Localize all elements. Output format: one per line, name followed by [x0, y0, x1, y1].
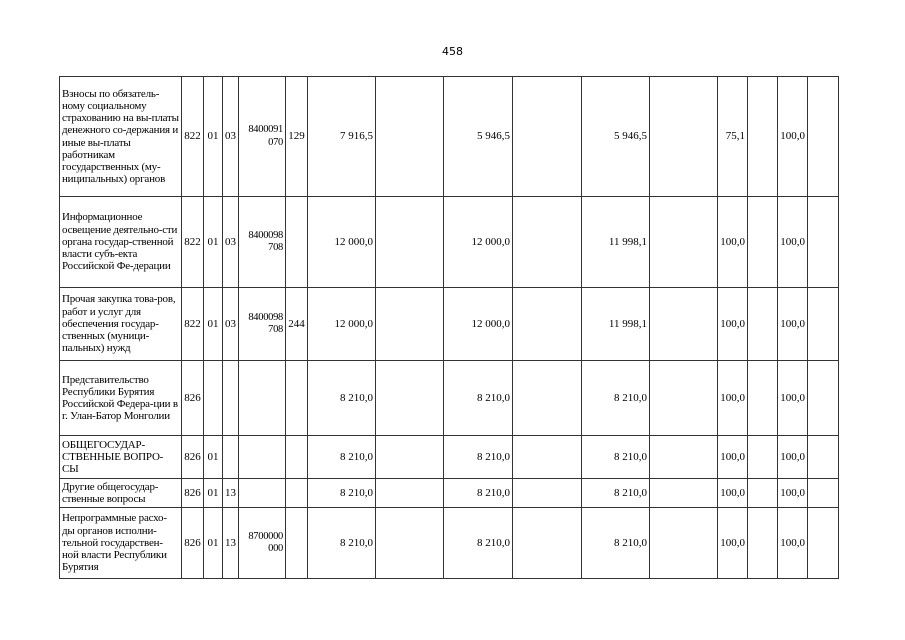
- empty-cell: [808, 361, 839, 436]
- empty-cell: [808, 197, 839, 288]
- empty-cell: [376, 361, 444, 436]
- refined-plan-value: 12 000,0: [444, 197, 513, 288]
- target-article: [239, 197, 286, 288]
- refined-plan-value: 8 210,0: [444, 508, 513, 579]
- empty-cell: [748, 436, 778, 479]
- empty-cell: [650, 508, 718, 579]
- target-article: [239, 288, 286, 361]
- percent-of-refined-plan: 100,0: [778, 436, 808, 479]
- table-row: [60, 508, 839, 579]
- subsection-code: 13: [223, 479, 239, 508]
- budget-table: [59, 76, 839, 579]
- target-article: [239, 436, 286, 479]
- empty-cell: [513, 288, 582, 361]
- refined-plan-value: 5 946,5: [444, 77, 513, 197]
- empty-cell: [376, 436, 444, 479]
- expense-type-code: [286, 436, 308, 479]
- empty-cell: [748, 288, 778, 361]
- subsection-code: [223, 361, 239, 436]
- expense-name: Непрограммные расхо-ды органов исполни-тельной государствен-ной власти Республики Бурятия: [60, 508, 182, 579]
- table-row: [60, 479, 839, 508]
- plan-value: 8 210,0: [308, 361, 376, 436]
- expense-name: Другие общегосудар-ственные вопросы: [60, 479, 182, 508]
- ministry-code: 826: [182, 361, 204, 436]
- expense-name: Представительство Республики Бурятия Российской Федера-ции в г. Улан-Батор Монголии: [60, 361, 182, 436]
- percent-of-plan: 75,1: [718, 77, 748, 197]
- target-article: [239, 77, 286, 197]
- plan-value: 7 916,5: [308, 77, 376, 197]
- target-article: [239, 479, 286, 508]
- section-code: 01: [204, 197, 223, 288]
- executed-value: 11 998,1: [582, 197, 650, 288]
- expense-type-code: [286, 479, 308, 508]
- expense-type-code: 244: [286, 288, 308, 361]
- empty-cell: [808, 77, 839, 197]
- ministry-code: 826: [182, 436, 204, 479]
- expense-name: Взносы по обязатель-ному социальному страхованию на вы-платы денежного со-держания и иные вы-платы работникам государственных (му-ниципальных) органов: [60, 77, 182, 197]
- empty-cell: [513, 77, 582, 197]
- empty-cell: [513, 508, 582, 579]
- percent-of-plan: 100,0: [718, 197, 748, 288]
- expense-name: ОБЩЕГОСУДАР-СТВЕННЫЕ ВОПРО-СЫ: [60, 436, 182, 479]
- empty-cell: [748, 479, 778, 508]
- plan-value: 8 210,0: [308, 436, 376, 479]
- empty-cell: [650, 197, 718, 288]
- empty-cell: [808, 479, 839, 508]
- percent-of-refined-plan: 100,0: [778, 77, 808, 197]
- table-row: [60, 361, 839, 436]
- expense-type-code: 129: [286, 77, 308, 197]
- empty-cell: [376, 288, 444, 361]
- empty-cell: [808, 508, 839, 579]
- expense-name: Прочая закупка това-ров, работ и услуг для обеспечения государ-ственных (муници-пальных) нужд: [60, 288, 182, 361]
- empty-cell: [808, 288, 839, 361]
- expense-name: Информационное освещение деятельно-сти органа государ-ственной власти субъ-екта Российской Фе-дерации: [60, 197, 182, 288]
- empty-cell: [650, 288, 718, 361]
- percent-of-plan: 100,0: [718, 361, 748, 436]
- refined-plan-value: 8 210,0: [444, 436, 513, 479]
- ministry-code: 826: [182, 479, 204, 508]
- executed-value: 11 998,1: [582, 288, 650, 361]
- plan-value: 12 000,0: [308, 197, 376, 288]
- plan-value: 8 210,0: [308, 508, 376, 579]
- subsection-code: 03: [223, 197, 239, 288]
- executed-value: 5 946,5: [582, 77, 650, 197]
- target-article-bottom: 000: [268, 543, 283, 554]
- executed-value: 8 210,0: [582, 508, 650, 579]
- percent-of-plan: 100,0: [718, 508, 748, 579]
- percent-of-refined-plan: 100,0: [778, 361, 808, 436]
- table-row: [60, 288, 839, 361]
- target-article-bottom: 708: [268, 324, 283, 335]
- target-article-top: 8700000: [248, 530, 283, 542]
- expense-type-code: [286, 197, 308, 288]
- empty-cell: [376, 479, 444, 508]
- empty-cell: [748, 77, 778, 197]
- empty-cell: [748, 361, 778, 436]
- expense-type-code: [286, 361, 308, 436]
- empty-cell: [650, 479, 718, 508]
- empty-cell: [376, 197, 444, 288]
- percent-of-refined-plan: 100,0: [778, 508, 808, 579]
- refined-plan-value: 8 210,0: [444, 479, 513, 508]
- empty-cell: [650, 436, 718, 479]
- percent-of-plan: 100,0: [718, 288, 748, 361]
- expense-type-code: [286, 508, 308, 579]
- empty-cell: [513, 361, 582, 436]
- empty-cell: [748, 197, 778, 288]
- subsection-code: 03: [223, 77, 239, 197]
- target-article-top: 8400098: [248, 311, 283, 323]
- empty-cell: [376, 77, 444, 197]
- percent-of-refined-plan: 100,0: [778, 288, 808, 361]
- ministry-code: 826: [182, 508, 204, 579]
- refined-plan-value: 12 000,0: [444, 288, 513, 361]
- section-code: 01: [204, 77, 223, 197]
- ministry-code: 822: [182, 77, 204, 197]
- refined-plan-value: 8 210,0: [444, 361, 513, 436]
- subsection-code: 13: [223, 508, 239, 579]
- percent-of-plan: 100,0: [718, 479, 748, 508]
- table-row: [60, 436, 839, 479]
- empty-cell: [650, 361, 718, 436]
- target-article-top: 8400098: [248, 229, 283, 241]
- target-article: [239, 361, 286, 436]
- target-article: [239, 508, 286, 579]
- table-row: [60, 77, 839, 197]
- table-row: [60, 197, 839, 288]
- page-number: 458: [442, 45, 463, 58]
- empty-cell: [808, 436, 839, 479]
- ministry-code: 822: [182, 288, 204, 361]
- target-article-bottom: 708: [268, 242, 283, 253]
- section-code: 01: [204, 288, 223, 361]
- empty-cell: [650, 77, 718, 197]
- executed-value: 8 210,0: [582, 436, 650, 479]
- empty-cell: [376, 508, 444, 579]
- section-code: 01: [204, 436, 223, 479]
- empty-cell: [748, 508, 778, 579]
- executed-value: 8 210,0: [582, 479, 650, 508]
- target-article-top: 8400091: [248, 124, 283, 136]
- percent-of-plan: 100,0: [718, 436, 748, 479]
- section-code: 01: [204, 479, 223, 508]
- plan-value: 12 000,0: [308, 288, 376, 361]
- section-code: 01: [204, 508, 223, 579]
- subsection-code: 03: [223, 288, 239, 361]
- executed-value: 8 210,0: [582, 361, 650, 436]
- percent-of-refined-plan: 100,0: [778, 197, 808, 288]
- empty-cell: [513, 436, 582, 479]
- subsection-code: [223, 436, 239, 479]
- ministry-code: 822: [182, 197, 204, 288]
- percent-of-refined-plan: 100,0: [778, 479, 808, 508]
- plan-value: 8 210,0: [308, 479, 376, 508]
- target-article-bottom: 070: [268, 136, 283, 148]
- empty-cell: [513, 197, 582, 288]
- empty-cell: [513, 479, 582, 508]
- section-code: [204, 361, 223, 436]
